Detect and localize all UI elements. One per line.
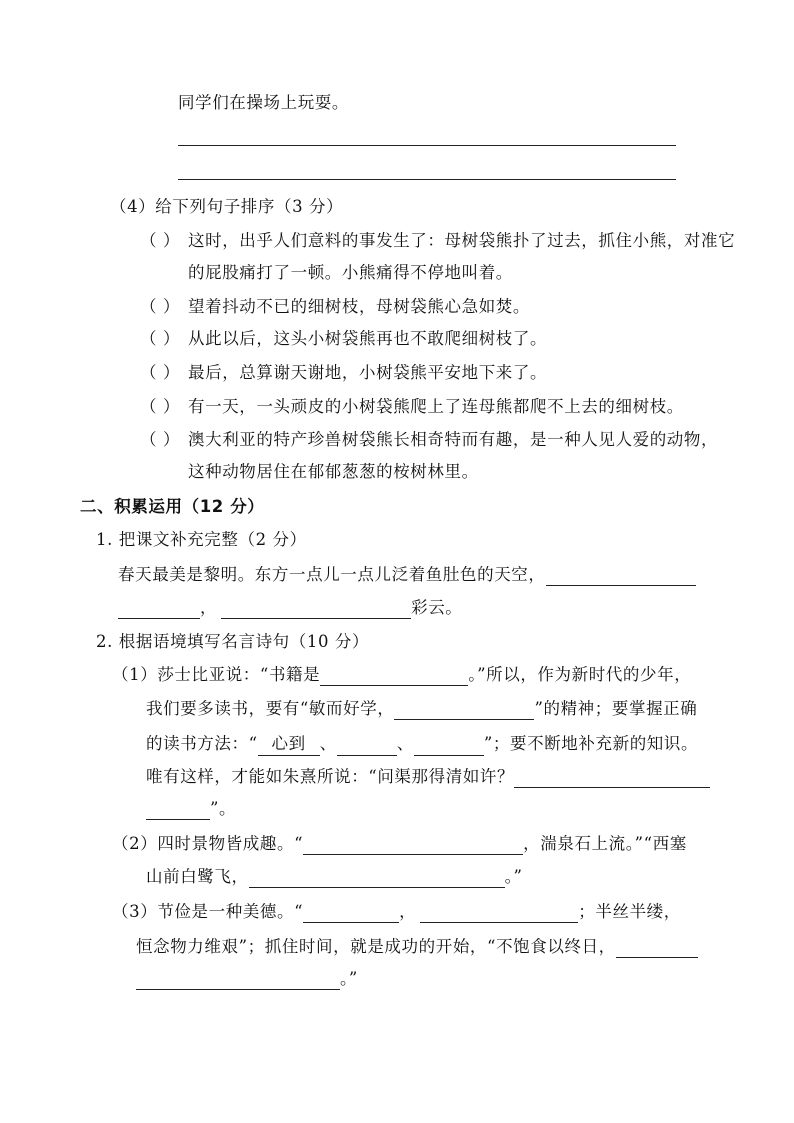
order-paren[interactable]: （ ） xyxy=(140,297,181,316)
answer-line-2[interactable] xyxy=(178,179,676,180)
sentence-1: 这时，出乎人们意料的事发生了：母树袋熊扑了过去，抓住小熊，对准它 xyxy=(188,231,736,250)
text: 。” xyxy=(340,969,358,988)
p1-line-4 xyxy=(146,766,710,788)
text: 的读书方法：“ xyxy=(146,734,258,753)
sentence-2: 望着抖动不已的细树枝，母树袋熊心急如焚。 xyxy=(188,297,530,316)
q4-title: （4）给下列句子排序（3 分） xyxy=(110,197,344,216)
text: 。” xyxy=(504,867,523,886)
p2-line-1 xyxy=(112,833,687,855)
blank[interactable] xyxy=(136,971,340,990)
order-paren[interactable]: （ ） xyxy=(140,363,181,382)
blank[interactable] xyxy=(414,737,484,756)
q1-line-1 xyxy=(118,564,696,586)
p3-line-3 xyxy=(136,968,358,990)
blank[interactable] xyxy=(249,869,505,888)
p3-line-1 xyxy=(112,901,681,923)
answer-line-1[interactable] xyxy=(178,145,676,146)
sentence-6-cont: 这种动物居住在郁郁葱葱的桉树林里。 xyxy=(188,462,479,481)
p1-line-5 xyxy=(146,798,236,820)
blank[interactable] xyxy=(337,737,397,756)
blank[interactable] xyxy=(394,701,534,720)
p1-label: （1） xyxy=(112,665,158,684)
blank[interactable] xyxy=(514,769,710,788)
blank[interactable] xyxy=(420,904,578,923)
p2-line-2 xyxy=(146,866,523,888)
sentence-1-cont: 的屁股痛打了一顿。小熊痛得不停地叫着。 xyxy=(188,263,513,282)
text: ，湍泉石上流。”“西塞 xyxy=(523,834,687,853)
q2-title: 2. 根据语境填写名言诗句（10 分） xyxy=(96,632,370,651)
text: 唯有这样，才能如朱熹所说：“问渠那得清如许？ xyxy=(146,767,515,786)
text: 四时景物皆成趣。“ xyxy=(157,834,304,853)
sentence-4: 最后，总算谢天谢地，小树袋熊平安地下来了。 xyxy=(188,363,548,382)
order-paren[interactable]: （ ） xyxy=(140,329,181,348)
text: 节俭是一种美德。“ xyxy=(157,902,304,921)
text: 、 xyxy=(396,734,414,753)
text: 恒念物力维艰”；抓住时间，就是成功的开始，“不饱食以终日， xyxy=(136,937,616,956)
p2-label: （2） xyxy=(112,834,158,853)
filled-answer[interactable]: 心到 xyxy=(258,733,320,756)
text: 我们要多读书，要有“敏而好学， xyxy=(146,699,395,718)
text: ”的精神；要掌握正确 xyxy=(534,699,698,718)
q1-title: 1. 把课文补充完整（2 分） xyxy=(96,530,307,549)
blank[interactable] xyxy=(303,904,399,923)
text: 。”所以，作为新时代的少年， xyxy=(468,665,692,684)
comma: ， xyxy=(200,598,218,617)
p3-line-2 xyxy=(136,936,698,958)
blank[interactable] xyxy=(303,836,523,855)
sentence-3: 从此以后，这头小树袋熊再也不敢爬细树枝了。 xyxy=(188,329,548,348)
p1-line-1 xyxy=(112,664,691,686)
text: 莎士比亚说：“书籍是 xyxy=(157,665,321,684)
p1-line-3 xyxy=(146,733,698,756)
sentence-6: 澳大利亚的特产珍兽树袋熊长相奇特而有趣，是一种人见人爱的动物， xyxy=(188,430,719,449)
blank[interactable] xyxy=(616,939,698,958)
sentence-5: 有一天，一头顽皮的小树袋熊爬上了连母熊都爬不上去的细树枝。 xyxy=(188,397,684,416)
text: 、 xyxy=(319,734,337,753)
p1-line-2 xyxy=(146,698,697,720)
section-2-title: 二、积累运用（12 分） xyxy=(80,497,265,516)
text: ， xyxy=(399,902,417,921)
q1-text: 春天最美是黎明。东方一点儿一点儿泛着鱼肚色的天空， xyxy=(118,565,546,584)
text: 山前白鹭飞， xyxy=(146,867,249,886)
intro-sentence: 同学们在操场上玩耍。 xyxy=(178,93,349,112)
blank[interactable] xyxy=(118,600,200,619)
text: ”。 xyxy=(210,799,237,818)
blank[interactable] xyxy=(546,567,696,586)
text: ”；要不断地补充新的知识。 xyxy=(483,734,699,753)
order-paren[interactable]: （ ） xyxy=(140,397,181,416)
blank[interactable] xyxy=(146,801,210,820)
blank[interactable] xyxy=(320,667,468,686)
order-paren[interactable]: （ ） xyxy=(140,231,181,250)
blank[interactable] xyxy=(221,600,411,619)
order-paren[interactable]: （ ） xyxy=(140,430,181,449)
p3-label: （3） xyxy=(112,902,158,921)
q1-line-2 xyxy=(118,597,462,619)
text: ；半丝半缕， xyxy=(578,902,681,921)
q1-end: 彩云。 xyxy=(411,598,463,617)
